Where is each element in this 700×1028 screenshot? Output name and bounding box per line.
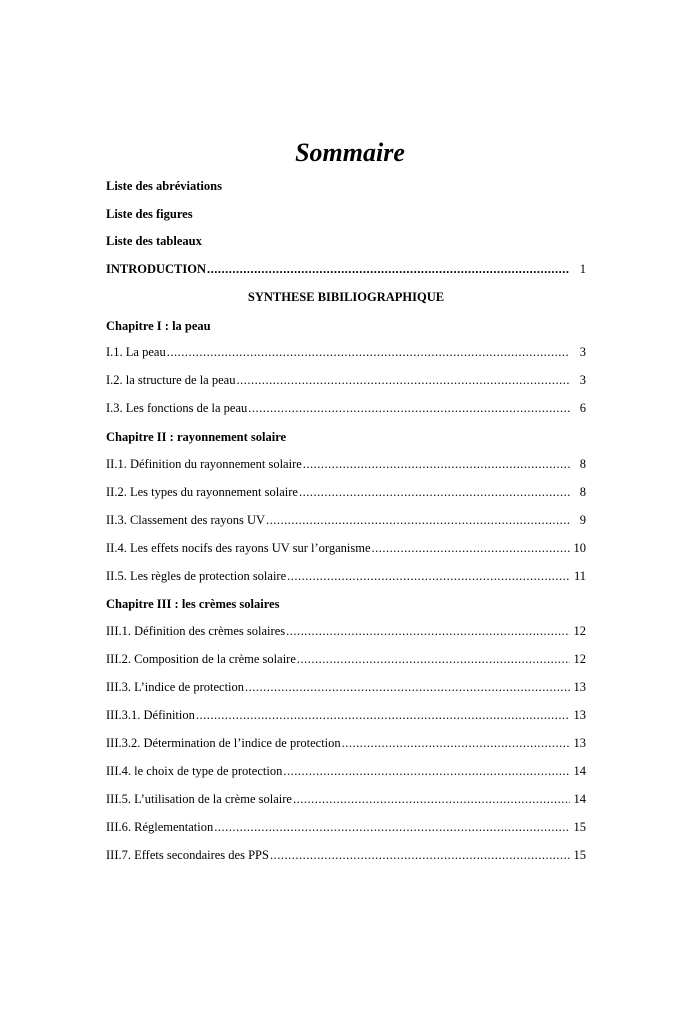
toc-entry-label: II.4. Les effets nocifs des rayons UV sur l’organisme <box>106 541 371 555</box>
toc-entry-page: 6 <box>579 401 586 415</box>
toc-entry[interactable] <box>106 734 586 752</box>
dot-leader <box>248 399 570 417</box>
toc-entry-page: 3 <box>579 373 586 387</box>
dot-leader <box>245 678 570 696</box>
toc-entry[interactable] <box>106 399 586 417</box>
toc-entry[interactable] <box>106 818 586 836</box>
dot-leader <box>283 762 570 780</box>
toc-entry-page: 12 <box>573 624 586 638</box>
toc-entry[interactable] <box>106 483 586 501</box>
toc-entry[interactable] <box>106 622 586 640</box>
toc-entry-label: III.5. L’utilisation de la crème solaire <box>106 792 292 806</box>
toc-entry-label: II.2. Les types du rayonnement solaire <box>106 485 298 499</box>
toc-entry-introduction[interactable] <box>106 260 586 278</box>
toc-entry-page: 10 <box>573 541 586 555</box>
toc-entry-label: II.3. Classement des rayons UV <box>106 513 265 527</box>
toc-entry-page: 12 <box>573 652 586 666</box>
toc-entry-label: III.6. Réglementation <box>106 820 214 834</box>
toc-entry[interactable] <box>106 762 586 780</box>
toc-entry[interactable] <box>106 455 586 473</box>
toc-entry-page: 8 <box>579 485 586 499</box>
page-title: Sommaire <box>295 138 405 167</box>
toc-entry-label: I.2. la structure de la peau <box>106 373 236 387</box>
toc-entry-page: 8 <box>579 457 586 471</box>
dot-leader <box>287 567 570 585</box>
dot-leader <box>342 734 570 752</box>
toc-entry-page: 14 <box>573 764 586 778</box>
chapter-heading[interactable]: Chapitre II : rayonnement solaire <box>106 430 287 444</box>
front-matter-tables[interactable]: Liste des tableaux <box>106 234 202 248</box>
chapter-heading[interactable]: Chapitre I : la peau <box>106 319 211 333</box>
dot-leader <box>293 790 570 808</box>
front-matter-abbreviations[interactable]: Liste des abréviations <box>106 179 222 193</box>
dot-leader <box>299 483 570 501</box>
dot-leader <box>270 846 570 864</box>
front-matter-figures[interactable]: Liste des figures <box>106 207 193 221</box>
toc-entry-label: I.1. La peau <box>106 345 166 359</box>
toc-entry[interactable] <box>106 706 586 724</box>
toc-entry[interactable] <box>106 846 586 864</box>
dot-leader <box>266 511 570 529</box>
toc-entry-page: 14 <box>573 792 586 806</box>
dot-leader <box>236 371 570 389</box>
dot-leader <box>286 622 570 640</box>
toc-entry-label: III.4. le choix de type de protection <box>106 764 283 778</box>
toc-entry-page: 1 <box>579 262 586 276</box>
toc-entry-page: 13 <box>573 680 586 694</box>
toc-entry[interactable] <box>106 539 586 557</box>
toc-entry[interactable] <box>106 650 586 668</box>
dot-leader <box>196 706 570 724</box>
part-heading: SYNTHESE BIBILIOGRAPHIQUE <box>247 290 445 304</box>
toc-entry[interactable] <box>106 371 586 389</box>
toc-entry-label: II.1. Définition du rayonnement solaire <box>106 457 302 471</box>
toc-entry-page: 15 <box>573 848 586 862</box>
toc-entry-page: 3 <box>579 345 586 359</box>
toc-entry-page: 11 <box>573 569 586 583</box>
toc-entry-page: 9 <box>579 513 586 527</box>
toc-entry-label: II.5. Les règles de protection solaire <box>106 569 287 583</box>
toc-entry-label: INTRODUCTION <box>106 262 207 276</box>
toc-entry[interactable] <box>106 790 586 808</box>
toc-entry-label: III.1. Définition des crèmes solaires <box>106 624 286 638</box>
toc-entry-label: I.3. Les fonctions de la peau <box>106 401 248 415</box>
toc-entry-page: 15 <box>573 820 586 834</box>
chapter-heading[interactable]: Chapitre III : les crèmes solaires <box>106 597 280 611</box>
dot-leader <box>214 818 570 836</box>
dot-leader <box>303 455 570 473</box>
toc-entry[interactable] <box>106 511 586 529</box>
toc-entry[interactable] <box>106 567 586 585</box>
toc-entry-label: III.3.2. Détermination de l’indice de protection <box>106 736 341 750</box>
dot-leader <box>207 260 570 278</box>
toc-entry-label: III.3.1. Définition <box>106 708 195 722</box>
toc-entry-label: III.3. L’indice de protection <box>106 680 245 694</box>
toc-entry-page: 13 <box>573 736 586 750</box>
toc-entry-page: 13 <box>573 708 586 722</box>
toc-entry[interactable] <box>106 343 586 361</box>
toc-entry-label: III.2. Composition de la crème solaire <box>106 652 296 666</box>
dot-leader <box>372 539 570 557</box>
dot-leader <box>297 650 570 668</box>
dot-leader <box>167 343 570 361</box>
toc-entry-label: III.7. Effets secondaires des PPS <box>106 848 269 862</box>
toc-entry[interactable] <box>106 678 586 696</box>
